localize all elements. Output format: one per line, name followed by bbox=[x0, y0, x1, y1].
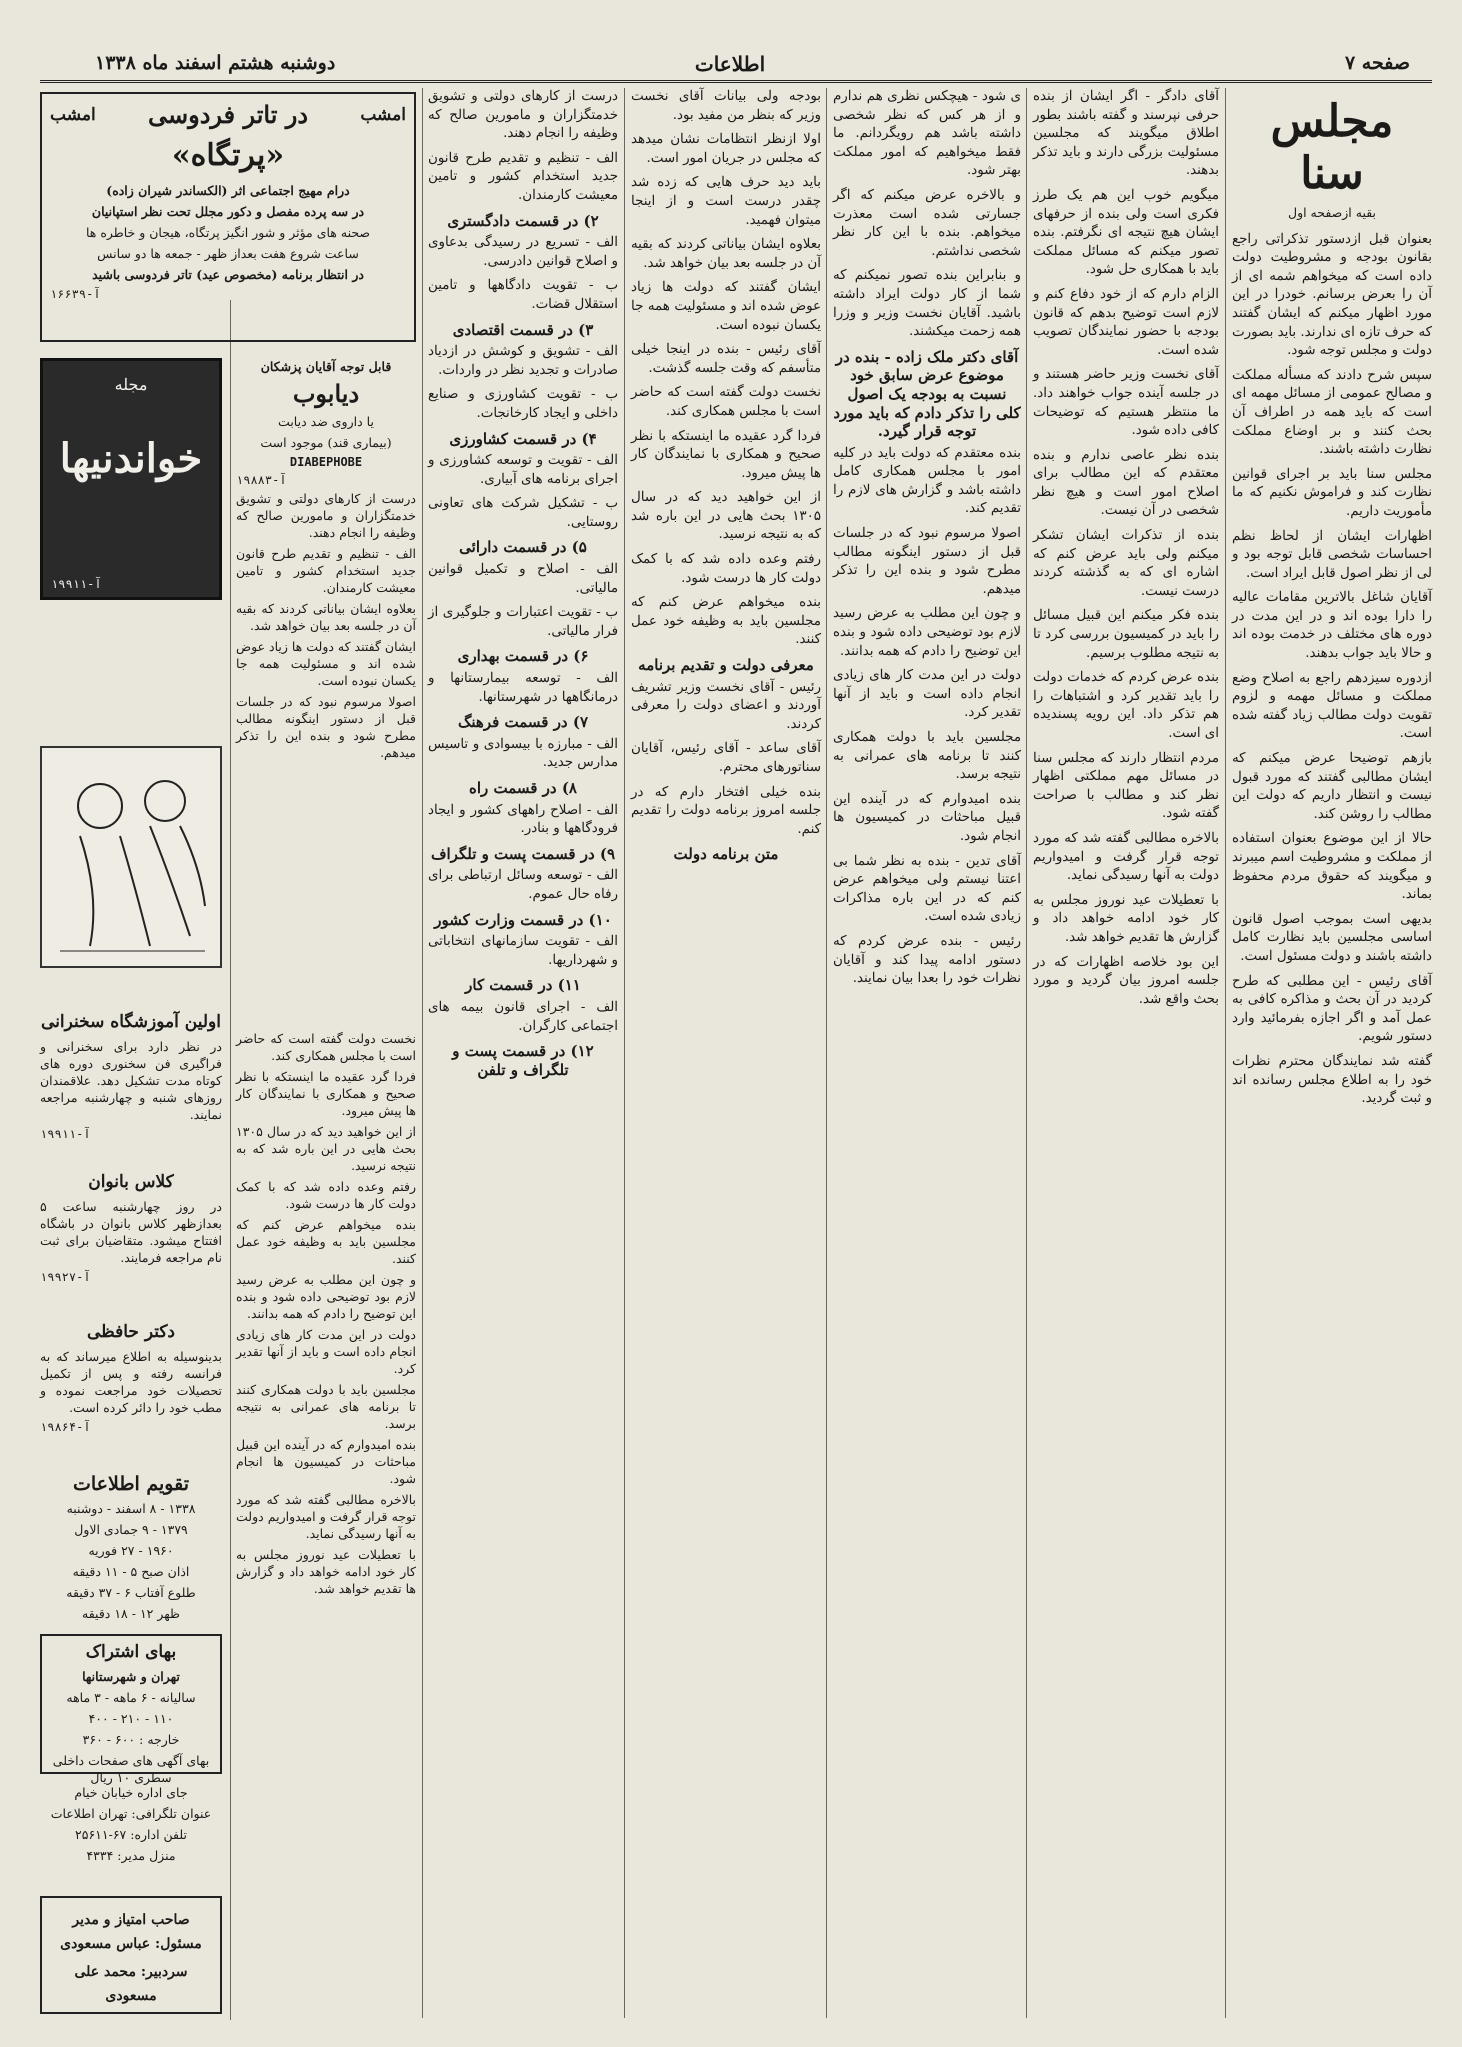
ad-code: آ-۱۹۸۶۴ bbox=[40, 1420, 91, 1434]
paragraph: ب - تقویت کشاورزی و صنایع داخلی و ایجاد کارخانجات. bbox=[428, 387, 618, 421]
paragraph: آقای تدین - بنده به نظر شما بی اعتنا نیستم ولی میخواهم عرض کنم که در این باره مذاکرات زیادی شده است. bbox=[833, 853, 1021, 925]
calendar-row: اذان صبح ۵ - ۱۱ دقیقه bbox=[72, 1564, 190, 1579]
paragraph: معرفی دولت و تقدیم برنامه bbox=[638, 656, 814, 675]
paragraph: باید دید حرف هایی که زده شد چقدر درست است و از اینجا میتوان فهمید. bbox=[631, 175, 821, 228]
paragraph: آقای ساعد - آقای رئیس، آقایان سناتورهای محترم. bbox=[631, 741, 821, 775]
ads-side-column bbox=[236, 490, 416, 1010]
ladies-class-text: در روز چهارشنبه ساعت ۵ بعدازظهر کلاس بانوان در باشگاه افتتاح میشود. متقاضیان برای ثبت نام مراجعه فرمایند. bbox=[40, 1199, 222, 1265]
theatre-venue: در تاتر فردوسی bbox=[148, 100, 309, 129]
newspaper-name: اطلاعات bbox=[694, 52, 766, 76]
calendar-box bbox=[40, 1472, 222, 1622]
paragraph: و بالاخره عرض میکنم که اگر جسارتی شده است معذرت میخواهم. بنده با این کار نظر شخصی نداشتم. bbox=[833, 187, 1021, 259]
address-box bbox=[40, 1784, 222, 1888]
diabephobe-name: دیابوب bbox=[292, 379, 360, 408]
paragraph: الف - توسعه بیمارستانها و درمانگاهها در شهرستانها. bbox=[428, 671, 618, 705]
article-title: مجلس سنا bbox=[1270, 96, 1394, 199]
column-divider bbox=[230, 300, 231, 2020]
ad-code: آ-۱۹۹۱۱ bbox=[51, 577, 102, 591]
masthead-rule bbox=[40, 80, 1432, 83]
paragraph: ۴) در قسمت کشاورزی bbox=[449, 429, 597, 448]
paragraph: آقایان شاغل بالاترین مقامات عالیه را دارا بوده اند و در این مدت در دوره های مختلف در خدمت بوده اند و حالا باید جواب بدهند. bbox=[1232, 590, 1432, 662]
column-divider bbox=[422, 88, 423, 2018]
side-text: نخست دولت گفته است که حاضر است با مجلس همکاری کند. bbox=[236, 1031, 416, 1063]
side-text: و چون این مطلب به عرض رسید لازم بود توضیحی داده شود و بنده این توضیح را دادم که همه بدانند. bbox=[236, 1272, 416, 1321]
paragraph: الف - تقویت سازمانهای انتخاباتی و شهرداریها. bbox=[428, 934, 618, 968]
calendar-row: طلوع آفتاب ۶ - ۳۷ دقیقه bbox=[66, 1585, 196, 1600]
column-divider bbox=[1225, 88, 1226, 2018]
magazine-subtitle: مجله bbox=[114, 375, 148, 394]
address-line: عنوان تلگرافی: تهران اطلاعات bbox=[50, 1806, 212, 1821]
subscription-header: سالیانه - ۶ ماهه - ۳ ماهه bbox=[66, 1690, 196, 1705]
side-text: الف - تنظیم و تقدیم طرح قانون جدید استخدام کشور و تامین معیشت کارمندان. bbox=[236, 546, 416, 595]
paragraph: مجلسین باید با دولت همکاری کنند تا برنامه های عمرانی به نتیجه برسد. bbox=[833, 730, 1021, 783]
paragraph: بدیهی است بموجب اصول قانون اساسی مجلسین باید نظارت کامل داشته باشند و دولت مسئول است. bbox=[1232, 911, 1432, 964]
paragraph: رئیس - بنده عرض کردم که دستور ادامه پیدا کند و آقایان نظرات خود را بعدا بیان نمایند. bbox=[833, 933, 1021, 987]
speech-school-ad bbox=[40, 1010, 222, 1160]
paragraph: ۷) در قسمت فرهنگ bbox=[457, 713, 588, 732]
paragraph: اولا ازنظر انتظامات نشان میدهد که مجلس در جریان امور است. bbox=[631, 132, 821, 166]
issue-date: دوشنبه هشتم اسفند ماه ۱۳۳۸ bbox=[95, 52, 336, 74]
paragraph: رفتم وعده داده شد که با کمک دولت کار ها درست شود. bbox=[631, 552, 821, 586]
side-text: از این خواهید دید که در سال ۱۳۰۵ بحث هایی در این باره شد که به نتیجه نرسید. bbox=[236, 1124, 416, 1173]
paragraph: الف - مبارزه با بیسوادی و تاسیس مدارس جدید. bbox=[428, 736, 618, 771]
calendar-row: ۱۹۶۰ - ۲۷ فوریه bbox=[88, 1543, 174, 1558]
paragraph: ۱۰) در قسمت وزارت کشور bbox=[434, 910, 612, 929]
subscription-note: بهای آگهی های صفحات داخلی سطری ۱۰ ریال bbox=[52, 1753, 210, 1785]
paragraph: بعلاوه ایشان بیاناتی کردند که بقیه آن در جلسه بعد بیان خواهد شد. bbox=[631, 237, 821, 271]
column-divider bbox=[826, 88, 827, 2018]
theatre-description: صحنه های مؤثر و شور انگیز پرتگاه، هیجان و خاطره ها bbox=[85, 225, 371, 240]
paragraph: میگویم خوب این هم یک طرز فکری است ولی بنده از حرفهای ایشان هیچ نتیجه ای نگرفتم. بنده تصور میکنم که مسائل مملکت باید با همکاری حل شود. bbox=[1033, 187, 1219, 278]
article-body bbox=[1232, 231, 1432, 1109]
article-column-4 bbox=[631, 88, 821, 2013]
paragraph: ۳) در قسمت اقتصادی bbox=[452, 320, 594, 339]
theatre-tonight-label: امشب bbox=[50, 105, 96, 125]
subscription-row: خارجه : ۶۰۰ - ۳۶۰ bbox=[82, 1732, 180, 1747]
paragraph: متن برنامه دولت bbox=[673, 845, 779, 864]
hafezi-title: دکتر حافظی bbox=[86, 1322, 176, 1342]
calendar-row: ۱۳۷۹ - ۹ جمادی الاول bbox=[74, 1522, 188, 1537]
paragraph: الزام دارم که از خود دفاع کنم و لازم است توضیح بدهم که قانون بودجه با حضور نمایندگان تصویب شده است. bbox=[1033, 286, 1219, 358]
side-text: اصولا مرسوم نبود که در جلسات قبل از دستور اینگونه مطالب مطرح شود و بنده این را تذکر میدهم. bbox=[236, 694, 416, 760]
theatre-description: ساعت شروع هفت بعداز ظهر - جمعه ها دو سانس bbox=[97, 246, 359, 261]
paragraph: مجلس سنا باید بر اجرای قوانین نظارت کند و فراموش نکنیم که ما مأموریت داریم. bbox=[1232, 466, 1432, 519]
paragraph: بنده امیدوارم که در آینده این قبیل مباحثات در کمیسیون ها انجام شود. bbox=[833, 791, 1021, 844]
theatre-tonight-label: امشب bbox=[360, 105, 406, 125]
paragraph: الف - اصلاح راههای کشور و ایجاد فرودگاهها و بنادر. bbox=[428, 802, 618, 837]
calendar-title: تقویم اطلاعات bbox=[72, 1473, 189, 1495]
paragraph: الف - تسریع در رسیدگی بدعاوی و اصلاح قوانین دادرسی. bbox=[428, 235, 618, 269]
paragraph: الف - اجرای قانون بیمه های اجتماعی کارگران. bbox=[428, 999, 618, 1034]
continuation-note: بقیه ازصفحه اول bbox=[1287, 205, 1377, 220]
side-text: بنده میخواهم عرض کنم که مجلسین باید به وظیفه خود عمل کنند. bbox=[236, 1217, 416, 1266]
paragraph: آقای رئیس - این مطلبی که طرح کردید در آن بحث و مذاکره کافی به عمل آمد و اگر اجازه بفرمائید وارد دستور شویم. bbox=[1232, 973, 1432, 1045]
article-column-1 bbox=[1232, 88, 1432, 2013]
hafezi-text: بدینوسیله به اطلاع میرساند که به فرانسه رفته و پس از تکمیل تحصیلات خود مراجعت نموده و مطب خود را دائر کرده است. bbox=[40, 1349, 222, 1415]
paragraph: آقای دادگر - اگر ایشان از بنده حرفی نپرسند و گفته باشند بطور اطلاق میگویند که مجلسین مسئولیت بزرگی دارند و باید تذکر بدهند. bbox=[1033, 89, 1219, 179]
address-line: تلفن اداره: ۶۷-۲۵۶۱۱ bbox=[75, 1827, 187, 1842]
address-line: جای اداره خیابان خیام bbox=[74, 1785, 188, 1800]
paragraph: ۹) در قسمت پست و تلگراف bbox=[430, 844, 616, 863]
article-body bbox=[1033, 88, 1219, 1009]
paragraph: الف - تشویق و کوشش در ازدیاد صادرات و تجدید نظر در واردات. bbox=[428, 344, 618, 378]
paragraph: بالاخره مطالبی گفته شد که مورد توجه قرار گرفت و امیدواریم دولت به آنها رسیدگی نماید. bbox=[1033, 830, 1219, 884]
column-divider bbox=[624, 88, 625, 2018]
school-text: در نظر دارد برای سخنرانی و فراگیری فن سخنوری دوره های کوتاه مدت تشکیل دهد. علاقمندان روزهای شنبه و چهارشنبه مراجعه نمایند. bbox=[40, 1039, 222, 1122]
paragraph: ۸) در قسمت راه bbox=[469, 779, 577, 797]
subscription-row: ۱۱۰ - ۲۱۰ - ۴۰۰ bbox=[88, 1711, 174, 1726]
magazine-ad bbox=[40, 358, 222, 600]
advertisement-illustration bbox=[40, 746, 222, 968]
theatre-notice: در انتظار برنامه (مخصوص عید) تاتر فردوسی باشید bbox=[92, 267, 364, 282]
column-divider bbox=[1026, 88, 1027, 2018]
paragraph: ب - تشکیل شرکت های تعاونی روستایی. bbox=[428, 496, 618, 530]
theatre-description: درام مهیج اجتماعی اثر (الکساندر شیران زاده) bbox=[106, 183, 350, 198]
paragraph: آقای رئیس - بنده در اینجا خیلی متأسفم که وقت جلسه گذشت. bbox=[631, 342, 821, 376]
diabephobe-ad bbox=[236, 358, 416, 487]
paragraph: آقای نخست وزیر حاضر هستند و در جلسه آینده جواب خواهند داد. ما منتظر هستیم که توضیحات کافی داده شود. bbox=[1033, 367, 1219, 439]
program-column bbox=[428, 88, 618, 2013]
school-title: اولین آموزشگاه سخنرانی bbox=[41, 1012, 221, 1032]
publisher-box bbox=[40, 1896, 222, 2014]
side-text: فردا گرد عقیده ما اینستکه با نظر صحیح و همکاری با نمایندگان کار ها پیش میرود. bbox=[236, 1069, 416, 1118]
paragraph: و بنابراین بنده تصور نمیکنم که شما از کار دولت ایراد داشته باشید. آقایان نخست وزیر و وزرا همه زحمت میکشند. bbox=[833, 268, 1021, 340]
paragraph: رئیس - آقای نخست وزیر تشریف آوردند و اعضای دولت را معرفی کردند. bbox=[631, 679, 821, 732]
paragraph: الف - توسعه وسائل ارتباطی برای رفاه حال عموم. bbox=[428, 868, 618, 902]
paragraph: سپس شرح دادند که مسأله مملکت و مصالح عمومی از مسائل مهمه ای است که باید همه در اطراف آن بحث کنند و بر اوضاع مملکت نظارت داشته باشند. bbox=[1232, 367, 1432, 458]
side-text: ایشان گفتند که دولت ها زیاد عوض شده اند و مسئولیت همه جا یکسان نبوده است. bbox=[236, 639, 416, 688]
page-number: صفحه ۷ bbox=[1344, 52, 1410, 74]
paragraph: این بود خلاصه اظهارات که در جلسه امروز بیان گردید و مورد بحث واقع شد. bbox=[1033, 954, 1219, 1007]
paragraph: بعنوان قبل ازدستور تذکراتی راجع بقانون بودجه و مشروطیت دولت داده است که میخواهم شمه ای از آن را بعرض برسانم. خودرا در این مورد اظهار میکنم که ایشان گفتند که حرف تازه ای ندارند. باید بصورت دولت و مجلس توجه شود. bbox=[1232, 231, 1432, 359]
side-text: مجلسین باید با دولت همکاری کنند تا برنامه های عمرانی به نتیجه برسد. bbox=[236, 1382, 416, 1431]
ad-code: آ-۱۹۹۲۷ bbox=[40, 1270, 91, 1284]
article-body bbox=[833, 88, 1021, 989]
calendar-row: ۱۳۳۸ - ۸ اسفند - دوشنبه bbox=[66, 1501, 196, 1516]
subscription-subtitle: تهران و شهرستانها bbox=[82, 1669, 180, 1684]
paragraph: اظهارات ایشان از لحاظ نظم احساسات شخصی قابل توجه بود و لی از نظر اصول قابل ایراد است. bbox=[1232, 528, 1432, 581]
paragraph: اصولا مرسوم نبود که در جلسات قبل از دستور اینگونه مطالب مطرح شود و بنده این را تذکر میدهم. bbox=[833, 526, 1021, 597]
play-title: «پرتگاه» bbox=[171, 138, 285, 173]
subscription-box bbox=[40, 1634, 222, 1785]
paragraph: مردم انتظار دارند که مجلس سنا در مسائل مهم مملکتی اظهار نظر کند و مطالب با صراحت گفته شود. bbox=[1033, 750, 1219, 822]
lower-side-column bbox=[236, 1030, 416, 2020]
paragraph: بنده خیلی افتخار دارم که در جلسه امروز برنامه دولت را تقدیم کنم. bbox=[631, 784, 821, 837]
diabephobe-line: یا داروی ضد دیابت bbox=[278, 414, 374, 429]
paragraph: بنده عرض کردم که خدمات دولت را باید تقدیر کرد و اشتباهات را هم تذکر داد. این رویه پسندیده ای است. bbox=[1033, 670, 1219, 741]
article-column-2 bbox=[1033, 88, 1219, 2013]
doctor-hafezi-ad bbox=[40, 1320, 222, 1460]
paragraph: دولت در این مدت کار های زیادی انجام داده است و باید از آنها تقدیر کرد. bbox=[833, 668, 1021, 721]
side-text: بنده امیدوارم که در آینده این قبیل مباحثات در کمیسیون ها انجام شود. bbox=[236, 1437, 416, 1486]
paragraph: بنده نظر عاصی ندارم و بنده معتقدم که این مطالب برای اصلاح امور است و هیچ نظر شخصی در آن نیست. bbox=[1033, 447, 1219, 519]
side-text: رفتم وعده داده شد که با کمک دولت کار ها درست شود. bbox=[236, 1179, 416, 1211]
paragraph: ب - تقویت دادگاهها و تامین استقلال قضات. bbox=[428, 278, 618, 312]
paragraph: ۲) در قسمت دادگستری bbox=[447, 211, 599, 230]
paragraph: فردا گرد عقیده ما اینستکه با نظر صحیح و همکاری با نمایندگان کار ها پیش میرود. bbox=[631, 428, 821, 481]
paragraph: بودجه ولی بیانات آقای نخست وزیر که بنظر من مفید بود. bbox=[631, 89, 821, 123]
paragraph: و چون این مطلب به عرض رسید لازم بود توضیحی داده شود و بنده این توضیح را دادم که همه بدانند. bbox=[833, 606, 1021, 659]
paragraph: بنده فکر میکنم این قبیل مسائل را باید در کمیسیون بررسی کرد تا به نتیجه مطلوب برسیم. bbox=[1033, 608, 1219, 661]
paragraph: ب - تقویت اعتبارات و جلوگیری از فرار مالیاتی. bbox=[428, 605, 618, 639]
ad-code: آ-۱۹۹۱۱ bbox=[40, 1127, 91, 1141]
paragraph: الف - اصلاح و تکمیل قوانین مالیاتی. bbox=[428, 562, 618, 596]
publisher-line: صاحب امتیاز و مدیر مسئول: عباس مسعودی bbox=[60, 1912, 202, 1952]
article-column-3 bbox=[833, 88, 1021, 2013]
ad-code: ۱۶۶۳۹-آ bbox=[50, 287, 101, 301]
paragraph: بازهم توضیحا عرض میکنم که ایشان مطالبی گفتند که مورد قبول نیست و انتظار داریم که دولت این مطالب را روشن کند. bbox=[1232, 751, 1432, 822]
paragraph: ی شود - هیچکس نظری هم ندارم و از هر کس که نظر شخصی داشته باشد هم رویگردانم. ما فقط میخواهیم که امور مملکت بهتر شود. bbox=[833, 89, 1021, 179]
diabephobe-line: قابل توجه آقایان پزشکان bbox=[260, 359, 392, 374]
paragraph: ازدوره سیزدهم راجع به اصلاح وضع مملکت و مسائل مهمه و لزوم تقویت دولت مطالب زیاد گفته شده است. bbox=[1232, 670, 1432, 742]
paragraph: ۱۱) در قسمت کار bbox=[465, 976, 581, 995]
calendar-rows bbox=[40, 1500, 222, 1622]
ladies-class-ad bbox=[40, 1170, 222, 1310]
article-body bbox=[631, 88, 821, 864]
paragraph: گفته شد نمایندگان محترم نظرات خود را به اطلاع مجلس رسانده اند و ثبت گردید. bbox=[1232, 1053, 1432, 1107]
subscription-title: بهای اشتراک bbox=[85, 1642, 177, 1662]
paragraph: بنده از تذکرات ایشان تشکر میکنم ولی باید عرض کنم که اشاره ای که به گذشته کردند درست نیست. bbox=[1033, 528, 1219, 599]
paragraph: ۶) در قسمت بهداری bbox=[457, 647, 589, 666]
ad-code: آ-۱۹۸۸۳ bbox=[236, 473, 287, 487]
side-text: دولت در این مدت کار های زیادی انجام داده است و باید از آنها تقدیر کرد. bbox=[236, 1327, 416, 1376]
calendar-row: ظهر ۱۲ - ۱۸ دقیقه bbox=[82, 1606, 180, 1621]
paragraph: بنده میخواهم عرض کنم که مجلسین باید به وظیفه خود عمل کنند. bbox=[631, 595, 821, 648]
illustration-drawing bbox=[40, 746, 222, 968]
government-program bbox=[428, 88, 618, 1079]
paragraph: حالا از این موضوع بعنوان استفاده از مملکت و مشروطیت اسم میبرند و میگویند که حقوق مردم محفوظ بماند. bbox=[1232, 831, 1432, 903]
magazine-name: خواندنیها bbox=[59, 435, 203, 482]
paragraph: با تعطیلات عید نوروز مجلس به کار خود ادامه خواهد داد و گزارش ها تقدیم خواهد شد. bbox=[1033, 892, 1219, 945]
paragraph: ۱۲) در قسمت پست و تلگراف و تلفن bbox=[452, 1042, 594, 1079]
side-text: با تعطیلات عید نوروز مجلس به کار خود ادامه خواهد داد و گزارش ها تقدیم خواهد شد. bbox=[236, 1547, 416, 1596]
paragraph: ۵) در قسمت دارائی bbox=[459, 538, 587, 557]
paragraph: ایشان گفتند که دولت ها زیاد عوض شده اند و مسئولیت همه جا یکسان نبوده است. bbox=[631, 280, 821, 333]
paragraph: آقای دکتر ملک زاده - بنده در موضوع عرض سابق خود نسبت به بودجه یک اصول کلی را تذکر دادم که باید مورد توجه قرار گیرد. bbox=[833, 347, 1021, 441]
publisher-line: سردبیر: محمد علی مسعودی bbox=[74, 1964, 188, 2004]
side-text: بالاخره مطالبی گفته شد که مورد توجه قرار گرفت و امیدواریم دولت به آنها رسیدگی نماید. bbox=[236, 1492, 416, 1541]
side-text: بعلاوه ایشان بیاناتی کردند که بقیه آن در جلسه بعد بیان خواهد شد. bbox=[236, 601, 416, 633]
paragraph: الف - تنظیم و تقدیم طرح قانون جدید استخدام کشور و تامین معیشت کارمندان. bbox=[428, 150, 618, 203]
address-line: منزل مدیر: ۴۳۳۴ bbox=[86, 1848, 176, 1863]
paragraph: درست از کارهای دولتی و تشویق خدمتگزاران و مامورین صالح که وظیفه را انجام دهند. bbox=[428, 89, 618, 142]
paragraph: از این خواهید دید که در سال ۱۳۰۵ بحث هایی در این باره شد که به نتیجه نرسید. bbox=[631, 490, 821, 543]
paragraph: نخست دولت گفته است که حاضر است با مجلس همکاری کند. bbox=[631, 385, 821, 419]
diabephobe-latin-name: DIABEPHOBE bbox=[289, 455, 363, 469]
paragraph: بنده معتقدم که دولت باید در کلیه امور با مجلس همکاری کامل داشته باشد و گزارش های لازم را تقدیم کند. bbox=[833, 445, 1021, 517]
paragraph: الف - تقویت و توسعه کشاورزی و اجرای برنامه های آبیاری. bbox=[428, 453, 618, 487]
theatre-ad bbox=[40, 92, 416, 342]
ladies-class-title: کلاس بانوان bbox=[88, 1172, 174, 1192]
side-text: درست از کارهای دولتی و تشویق خدمتگزاران و مامورین صالح که وظیفه را انجام دهند. bbox=[236, 491, 416, 540]
theatre-description: در سه پرده مفصل و دکور مجلل تحت نظر استپانیان bbox=[91, 204, 365, 219]
diabephobe-line: (بیماری قند) موجود است bbox=[260, 435, 392, 450]
